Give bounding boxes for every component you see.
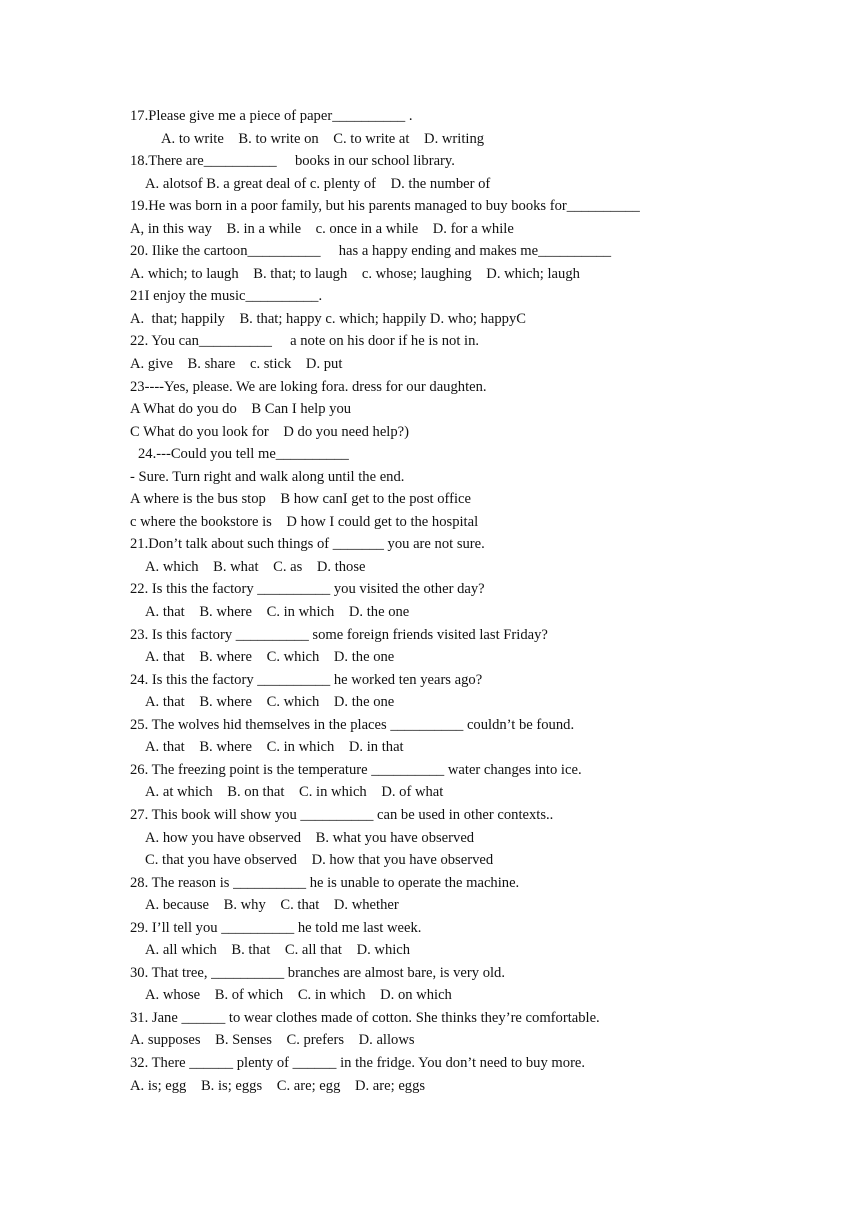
question-21b-options: A. which B. what C. as D. those xyxy=(145,558,366,575)
question-32: 32. There ______ plenty of ______ in the fridge. You don’t need to buy more. xyxy=(130,1054,586,1071)
question-23a: 23----Yes, please. We are loking fora. dress for our daughten. xyxy=(130,378,487,395)
question-27-options-row2: C. that you have observed D. how that you have observed xyxy=(145,852,494,869)
question-20: 20. Ilike the cartoon__________ has a happy ending and makes me__________ xyxy=(130,243,612,260)
question-22a: 22. You can__________ a note on his door if he is not in. xyxy=(130,333,480,350)
question-18: 18.There are__________ books in our school library. xyxy=(130,153,455,170)
question-23a-options-row1: A What do you do B Can I help you xyxy=(130,401,352,418)
question-32-options: A. is; egg B. is; eggs C. are; egg D. are; eggs xyxy=(130,1077,426,1094)
question-24a: 24.---Could you tell me__________ xyxy=(138,446,349,463)
question-21a: 21I enjoy the music__________. xyxy=(130,288,323,305)
question-24a-options-row2: c where the bookstore is D how I could get to the hospital xyxy=(130,513,479,530)
question-23b: 23. Is this factory __________ some foreign friends visited last Friday? xyxy=(130,626,548,643)
question-26: 26. The freezing point is the temperature __________ water changes into ice. xyxy=(130,761,582,778)
question-26-options: A. at which B. on that C. in which D. of what xyxy=(145,784,444,801)
question-22b: 22. Is this the factory __________ you visited the other day? xyxy=(130,581,485,598)
question-19: 19.He was born in a poor family, but his parents managed to buy books for__________ xyxy=(130,198,640,215)
question-30: 30. That tree, __________ branches are almost bare, is very old. xyxy=(130,964,506,981)
question-18-options: A. alotsof B. a great deal of c. plenty of D. the number of xyxy=(145,175,491,192)
question-31-options: A. supposes B. Senses C. prefers D. allows xyxy=(130,1032,415,1049)
question-30-options: A. whose B. of which C. in which D. on which xyxy=(145,987,452,1004)
question-27-options-row1: A. how you have observed B. what you have observed xyxy=(145,829,475,846)
question-25-options: A. that B. where C. in which D. in that xyxy=(145,739,404,756)
question-list xyxy=(0,105,860,1097)
question-31: 31. Jane ______ to wear clothes made of cotton. She thinks they’re comfortable. xyxy=(130,1009,600,1026)
question-21a-options: A. that; happily B. that; happy c. which; happily D. who; happyC xyxy=(130,310,527,327)
question-19-options: A, in this way B. in a while c. once in a while D. for a while xyxy=(130,220,514,237)
question-29-options: A. all which B. that C. all that D. which xyxy=(145,942,411,959)
question-24b-options: A. that B. where C. which D. the one xyxy=(145,694,395,711)
question-28: 28. The reason is __________ he is unable to operate the machine. xyxy=(130,874,520,891)
question-22a-options: A. give B. share c. stick D. put xyxy=(130,356,343,373)
question-21b: 21.Don’t talk about such things of _______ you are not sure. xyxy=(130,536,485,553)
question-29: 29. I’ll tell you __________ he told me last week. xyxy=(130,919,422,936)
question-20-options: A. which; to laugh B. that; to laugh c. whose; laughing D. which; laugh xyxy=(130,265,580,282)
question-28-options: A. because B. why C. that D. whether xyxy=(145,897,399,914)
question-24a-reply: - Sure. Turn right and walk along until the end. xyxy=(130,468,405,485)
question-22b-options: A. that B. where C. in which D. the one xyxy=(145,604,410,621)
question-23a-options-row2: C What do you look for D do you need help?) xyxy=(130,423,409,440)
question-25: 25. The wolves hid themselves in the places __________ couldn’t be found. xyxy=(130,716,575,733)
question-27: 27. This book will show you __________ can be used in other contexts.. xyxy=(130,806,554,823)
question-24a-options-row1: A where is the bus stop B how canI get to the post office xyxy=(130,491,472,508)
question-24b: 24. Is this the factory __________ he worked ten years ago? xyxy=(130,671,483,688)
question-17: 17.Please give me a piece of paper__________ . xyxy=(130,108,413,124)
question-23b-options: A. that B. where C. which D. the one xyxy=(145,649,395,666)
question-17-options: A. to write B. to write on C. to write at D. writing xyxy=(161,130,485,147)
